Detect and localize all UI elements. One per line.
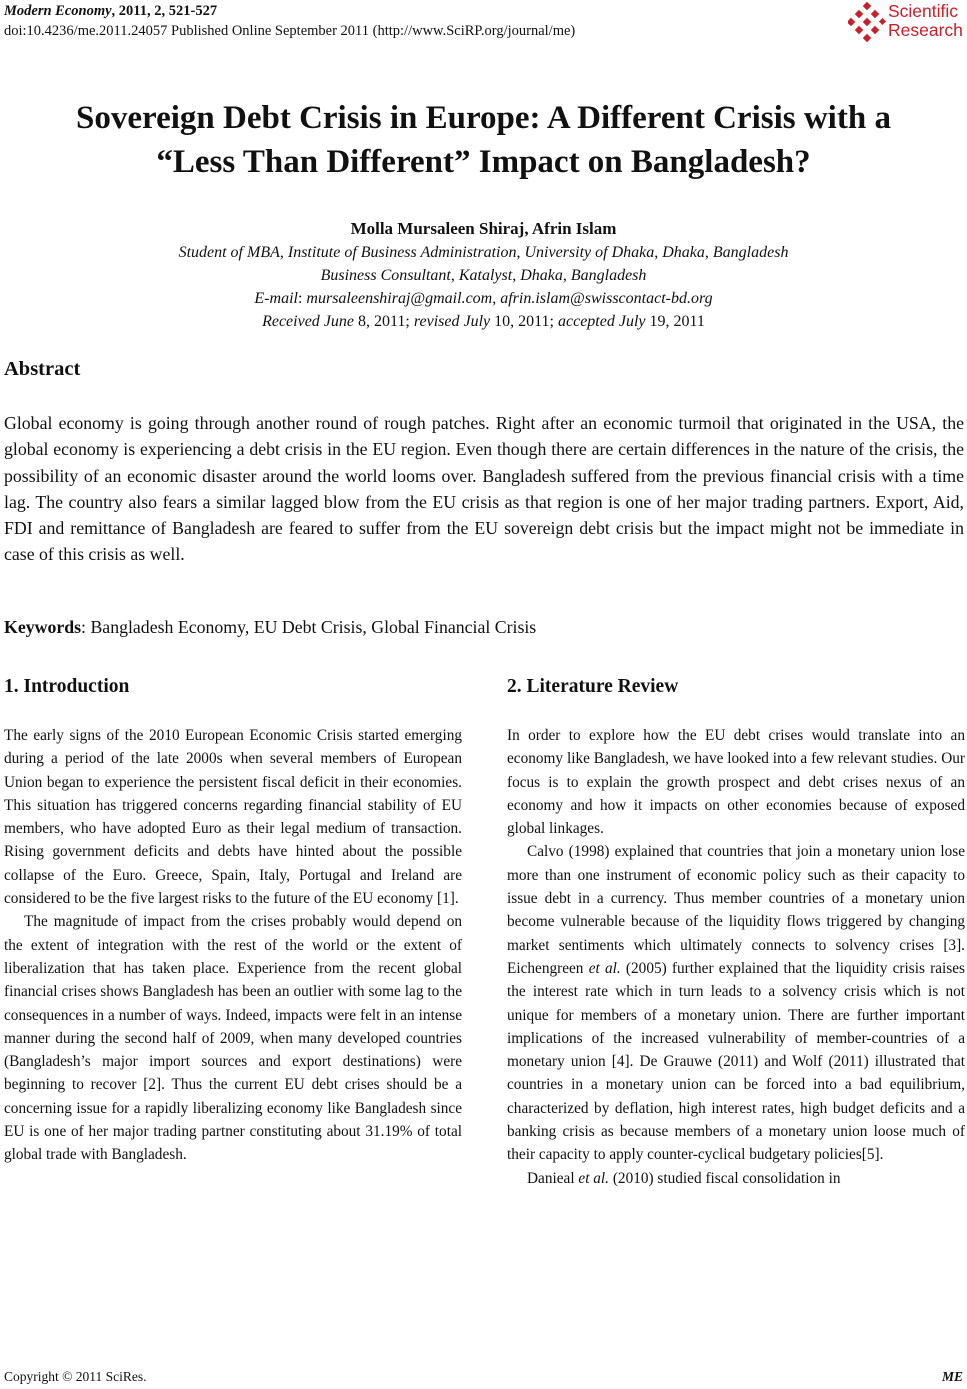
logo-text xyxy=(888,2,963,40)
s2p3-text-b: (2010) studied fiscal consolidation in xyxy=(612,1169,841,1187)
revised-label: revised July xyxy=(413,313,491,330)
section-2-paragraph-2 xyxy=(507,840,965,1166)
section-2-heading: 2. Literature Review xyxy=(507,676,679,697)
s2p2-text-a: Calvo (1998) explained that countries that join a monetary union lose more than one instrument of economic policy such as their capacity to issue debt in a currency. Thus member countries of a monetary union become vulnerable because of the liquidity flows triggered by changing market sentiments which ultimately connects to solvency crises [3]. Eichengreen xyxy=(507,843,965,977)
affil1-city: Dhaka xyxy=(662,244,705,261)
email-label: E-mail xyxy=(254,290,298,307)
email-line: E-mail: mursaleenshiraj@gmail.com, afrin.islam@swisscontact-bd.org xyxy=(254,290,713,307)
journal-volume: , 2011, 2, 521-527 xyxy=(111,3,218,19)
keywords-text: Bangladesh Economy, EU Debt Crisis, Global Financial Crisis xyxy=(90,617,537,637)
email-2[interactable]: afrin.islam@swisscontact-bd.org xyxy=(500,290,713,307)
doi-line: doi:10.4236/me.2011.24057 Published Online September 2011 (http://www.SciRP.org/journal/me) xyxy=(4,23,576,39)
affil2-org: Katalyst xyxy=(458,267,513,284)
revised-date: 10, 2011; xyxy=(494,313,554,330)
logo-mark-icon xyxy=(848,2,886,42)
scientific-research-logo xyxy=(848,2,966,42)
article-title xyxy=(0,96,967,184)
copyright: Copyright © 2011 SciRes. xyxy=(4,1369,147,1384)
section-2-paragraph-1: In order to explore how the EU debt crises would translate into an economy like Bangladesh, we have looked into a few relevant studies. Our focus is to explain the growth prospect and debt crises nexus of an economy and how it impacts on other economies because of exposed global linkages. xyxy=(507,727,965,838)
journal-citation xyxy=(4,2,217,20)
section-1-body xyxy=(4,724,462,1167)
affil2-role: Business Consultant xyxy=(320,267,451,284)
section-2-body xyxy=(507,724,965,1190)
received-label: Received June xyxy=(262,313,355,330)
affil2-country: Bangladesh xyxy=(570,267,647,284)
email-1[interactable]: mursaleenshiraj@gmail.com xyxy=(306,290,493,307)
affil1-country: Bangladesh xyxy=(712,244,789,261)
logo-line1: Scientific xyxy=(888,1,959,21)
s2p3-text-a: Danieal xyxy=(527,1169,575,1187)
keywords-label: Keywords xyxy=(4,617,82,637)
received-date: 8, 2011; xyxy=(358,313,410,330)
affiliation-1: Student of MBA, Institute of Business Administration, University of Dhaka, Dhaka, Bangladesh xyxy=(178,244,789,261)
s2p3-etal: et al. xyxy=(578,1169,609,1187)
logo-line2: Research xyxy=(888,20,963,40)
accepted-date: 19, 2011 xyxy=(649,313,705,330)
dates-line xyxy=(0,311,967,333)
section-1-heading: 1. Introduction xyxy=(4,676,130,697)
abstract-text: Global economy is going through another round of rough patches. Right after an economic turmoil that originated in the USA, the global economy is experiencing a debt crisis in the EU region. Even though there are certain differences in the nature of the crisis, the possibility of an economic disaster around the world looms over. Bangladesh suffered from the previous financial crisis with a time lag. The country also fears a similar lagged blow from the EU crisis as that region is one of her major trading partners. Export, Aid, FDI and remittance of Bangladesh are feared to suffer from the EU sovereign debt crisis but the impact might not be immediate in case of this crisis as well. xyxy=(4,413,964,565)
affil2-city: Dhaka xyxy=(520,267,563,284)
authors: Molla Mursaleen Shiraj, Afrin Islam xyxy=(350,219,617,238)
affil1-university: University of Dhaka xyxy=(524,244,655,261)
affil1-institute: Institute of Business Administration xyxy=(287,244,517,261)
journal-abbreviation: ME xyxy=(941,1369,963,1384)
abstract-heading: Abstract xyxy=(4,358,81,380)
s2p2-text-b: (2005) further explained that the liquidity crisis raises the interest rate which in turn leads to a solvency crisis which is not unique for members of a monetary union. There are further important implications of the increased vulnerability of member-countries of a monetary union [4]. De Grauwe (2011) and Wolf (2011) illustrated that countries in a monetary union can be forced into a bad equilibrium, characterized by deflation, high interest rates, high budget deficits and a banking crisis as because members of a monetary union loose much of their capacity to apply counter-cyclical budgetary policies[5]. xyxy=(507,959,965,1164)
title-line-2: “Less Than Different” Impact on Bangladesh? xyxy=(156,144,811,180)
journal-name: Modern Economy xyxy=(4,3,112,19)
section-1-paragraph-2: The magnitude of impact from the crises probably would depend on the extent of integration with the rest of the world or the extent of liberalization that has taken place. Experience from the recent global financial crises shows Bangladesh has been an outlier with some lag to the consequences in a number of ways. Indeed, impacts were felt in an intense manner during the second half of 2009, when many developed countries (Bangladesh’s major import sources and export destinations) were beginning to recover [2]. Thus the current EU debt crises should be a concerning issue for a rapidly liberalizing economy like Bangladesh since EU is one of her major trading partner constituting about 31.19% of total global trade with Bangladesh. xyxy=(4,913,462,1164)
section-2-paragraph-3 xyxy=(507,1167,965,1190)
s2p2-etal: et al. xyxy=(588,959,621,977)
accepted-label: accepted July xyxy=(558,313,646,330)
affil1-role: Student of MBA xyxy=(178,244,280,261)
section-1-paragraph-1: The early signs of the 2010 European Economic Crisis started emerging during a period of the late 2000s when several members of European Union began to experience the persistent fiscal deficit in their economies. This situation has triggered concerns regarding financial stability of EU members, who have adopted Euro as their legal medium of transaction. Rising government deficits and debts have hinted about the possible collapse of the Euro. Greece, Spain, Italy, Portugal and Ireland are considered to be the five largest risks to the future of the EU economy [1]. xyxy=(4,727,462,908)
title-line-1: Sovereign Debt Crisis in Europe: A Different Crisis with a xyxy=(76,100,891,136)
affiliation-2: Business Consultant, Katalyst, Dhaka, Bangladesh xyxy=(320,267,647,284)
keywords: Keywords: Bangladesh Economy, EU Debt Crisis, Global Financial Crisis xyxy=(4,617,537,637)
